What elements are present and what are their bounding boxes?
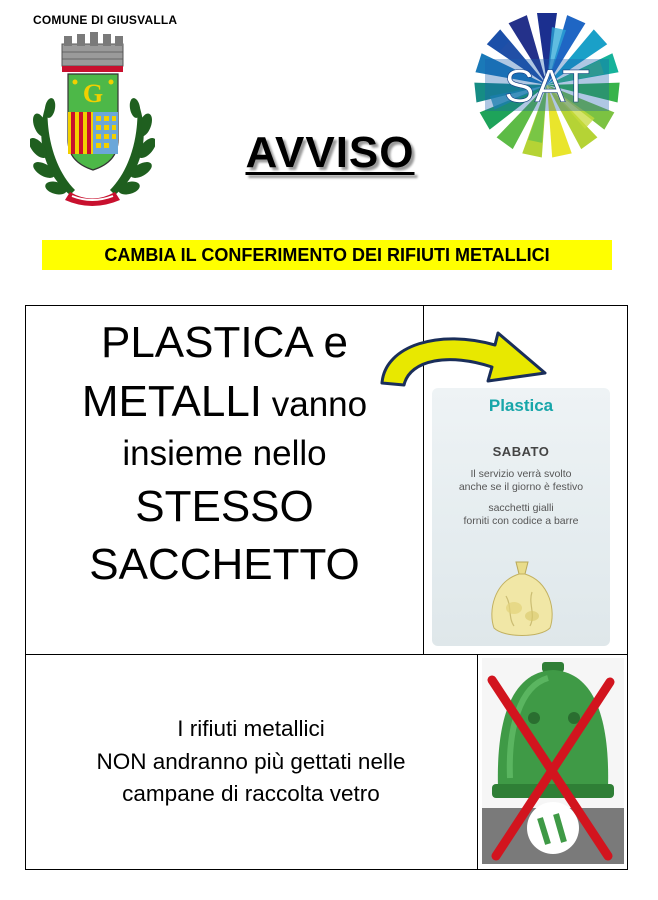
page-title: AVVISO (245, 128, 415, 177)
curved-arrow-icon (370, 325, 570, 395)
main-line-2-big: METALLI (81, 376, 263, 426)
service-note-line-2: anche se il giorno è festivo (458, 481, 584, 494)
main-line-2-small: vanno (262, 384, 368, 424)
main-line-1: PLASTICA e (100, 318, 348, 367)
coat-of-arms-icon (30, 30, 155, 210)
notice-banner (42, 240, 612, 270)
crest-letter: G (82, 79, 104, 108)
main-line-5: SACCHETTO (89, 540, 360, 590)
glass-info-line-2: NON andranno più gettati nelle (96, 748, 406, 774)
main-line-4: STESSO (135, 481, 314, 531)
service-note (432, 468, 610, 494)
notice-banner-text: CAMBIA IL CONFERIMENTO DEI RIFIUTI METALLICI (104, 244, 550, 265)
glass-bin-icon (482, 658, 624, 864)
bags-note (432, 502, 610, 528)
municipality-name: COMUNE DI GIUSVALLA (33, 13, 178, 27)
trash-bag-icon (484, 556, 560, 638)
plastica-card (432, 388, 610, 646)
service-note-line-1: Il servizio verrà svolto (470, 468, 572, 480)
plastica-title: Plastica (488, 396, 554, 415)
sat-logo-icon (472, 10, 622, 160)
glass-info-line-1: I rifiuti metallici (177, 716, 325, 742)
glass-info (26, 654, 476, 870)
bags-note-line-1: sacchetti gialli (488, 502, 554, 514)
main-message (28, 314, 421, 595)
glass-info-line-3: campane di raccolta vetro (122, 781, 380, 807)
sat-logo-text: SAT (503, 60, 591, 112)
main-line-3: insieme nello (122, 434, 327, 474)
collection-day: SABATO (492, 444, 550, 459)
bags-note-line-2: forniti con codice a barre (463, 515, 579, 528)
